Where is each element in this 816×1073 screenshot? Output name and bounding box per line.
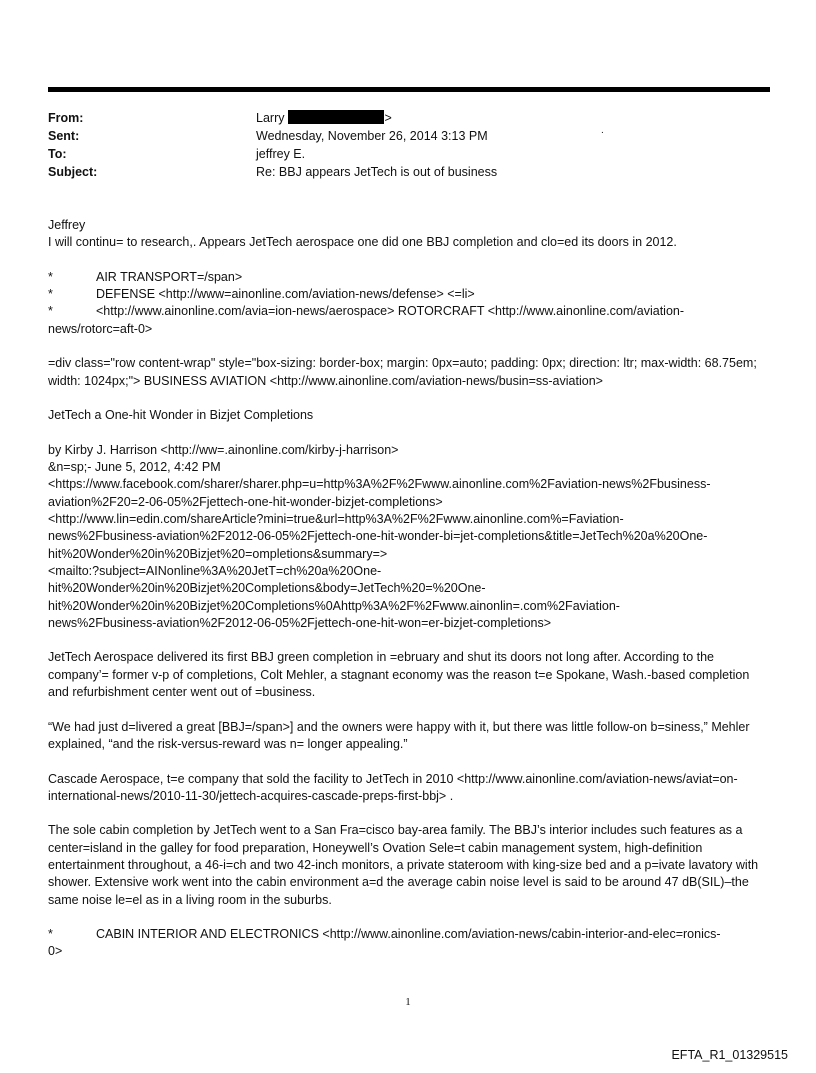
byline-line: news%2Fbusiness-aviation%2F2012-06-05%2Fjettech-one-hit-wonder-bi=jet-completions&title=JetTech%20a%20One- [48, 529, 708, 544]
byline-line: hit%20Wonder%20in%20Bizjet%20Completions&body=JetTech%20=%20One- [48, 581, 486, 596]
intro-paragraph: I will continu= to research,. Appears JetTech aerospace one did one BBJ completion and clo=ed its doors in 2012. [48, 235, 677, 250]
sender-name: Larry [256, 111, 285, 125]
byline-line: hit%20Wonder%20in%20Bizjet%20Completions%0Ahttp%3A%2F%2Fwww.ainonlin=.com%2Faviation- [48, 598, 620, 613]
article-headline: JetTech a One-hit Wonder in Bizjet Completions [48, 408, 314, 423]
bullet-star: * [48, 927, 53, 942]
bullet-text: DEFENSE <http://www=ainonline.com/aviation-news/defense> <=li> [96, 287, 475, 302]
greeting: Jeffrey [48, 218, 86, 232]
bullet-star: * [48, 287, 53, 302]
byline-block [48, 442, 772, 632]
byline-line: by Kirby J. Harrison <http://ww=.ainonline.com/kirby-j-harrison> [48, 442, 399, 457]
div-markup-paragraph: =div class="row content-wrap" style="box-sizing: border-box; margin: 0px=auto; padding: 0px; direction: ltr; max-width: 68.75em; width: 1024px;"> BUSINESS AVIATION <http://www.ainonline.com/aviation-news/busin=ss-aviation> [48, 356, 757, 388]
bullet-text: AIR TRANSPORT=/span> [96, 269, 243, 284]
email-body [48, 217, 772, 961]
subject-value: Re: BBJ appears JetTech is out of business [256, 165, 498, 179]
sender-trail: > [384, 111, 392, 125]
bullet-text: <http://www.ainonline.com/avia=ion-news/aerospace> ROTORCRAFT <http://www.ainonline.com/aviation- [96, 304, 685, 319]
bullet-item [48, 926, 772, 943]
bullet-text: CABIN INTERIOR AND ELECTRONICS <http://www.ainonline.com/aviation-news/cabin-interior-and-elec=ronics- [96, 927, 721, 942]
bullet-item [48, 303, 772, 320]
bullet-star: * [48, 304, 53, 319]
byline-line: hit%20Wonder%20in%20Bizjet%20=ompletions&summary=> [48, 546, 388, 561]
bullet-continuation: 0> [48, 944, 63, 959]
from-value [256, 109, 392, 127]
to-label: To: [48, 147, 67, 161]
article-paragraph: The sole cabin completion by JetTech went to a San Fra=cisco bay-area family. The BBJ’s interior includes such features as a center=island in the galley for food preparation, Honeywell’s Ovation Sele=t cabin management system, high-definition entertainment throughout, a 46-i=ch and two 42-inch monitors, a private stateroom with king-size bed and a p=ivate lavatory with shower. Extensive work went into the cabin environment a=d the average cabin noise level is said to be around 47 dB(SIL)–the same noise le=el as in a living room in the suburbs. [48, 823, 759, 907]
bullet-item [48, 269, 772, 286]
byline-line: news%2Fbusiness-aviation%2F2012-06-05%2Fjettech-one-hit-won=er-bizjet-completions> [48, 615, 552, 630]
byline-line: <mailto:?subject=AINonline%3A%20JetT=ch%20a%20One- [48, 563, 382, 578]
subject-label: Subject: [48, 165, 98, 179]
document-id: EFTA_R1_01329515 [671, 1048, 788, 1062]
article-paragraph: Cascade Aerospace, t=e company that sold the facility to JetTech in 2010 <http://www.ainonline.com/aviation-news/aviat=on-international-news/2010-11-30/jettech-acquires-cascade-preps-first-bbj> . [48, 771, 738, 803]
bullet-continuation: news/rotorc=aft-0> [48, 321, 153, 336]
byline-line: &n=sp;- June 5, 2012, 4:42 PM [48, 460, 221, 475]
from-label: From: [48, 111, 84, 125]
byline-line: <http://www.lin=edin.com/shareArticle?mini=true&url=http%3A%2F%2Fwww.ainonline.com%=Faviation- [48, 512, 624, 527]
stray-mark: . [601, 125, 604, 136]
byline-line: aviation%2F20=2-06-05%2Fjettech-one-hit-wonder-bizjet-completions> [48, 494, 443, 509]
redaction-box [288, 110, 384, 124]
sent-label: Sent: [48, 129, 80, 143]
page-number: 1 [405, 996, 411, 1008]
header-divider [48, 87, 770, 92]
article-paragraph: “We had just d=livered a great [BBJ=/span>] and the owners were happy with it, but there was little follow-on b=siness,” Mehler explained, “and the risk-versus-reward was n= longer appealing.” [48, 719, 750, 751]
byline-line: <https://www.facebook.com/sharer/sharer.php=u=http%3A%2F%2Fwww.ainonline.com%2Faviation-news%2Fbusiness- [48, 477, 711, 492]
sent-value: Wednesday, November 26, 2014 3:13 PM [256, 129, 488, 143]
to-value: jeffrey E. [256, 147, 306, 161]
bullet-star: * [48, 269, 53, 284]
bullet-item [48, 286, 772, 303]
article-paragraph: JetTech Aerospace delivered its first BBJ green completion in =ebruary and shut its doors not long after. According to the company’= former v-p of completions, Colt Mehler, a stagnant economy was the reason t=e Spokane, Wash.-based completion and refurbishment center went out of =business. [48, 650, 750, 700]
